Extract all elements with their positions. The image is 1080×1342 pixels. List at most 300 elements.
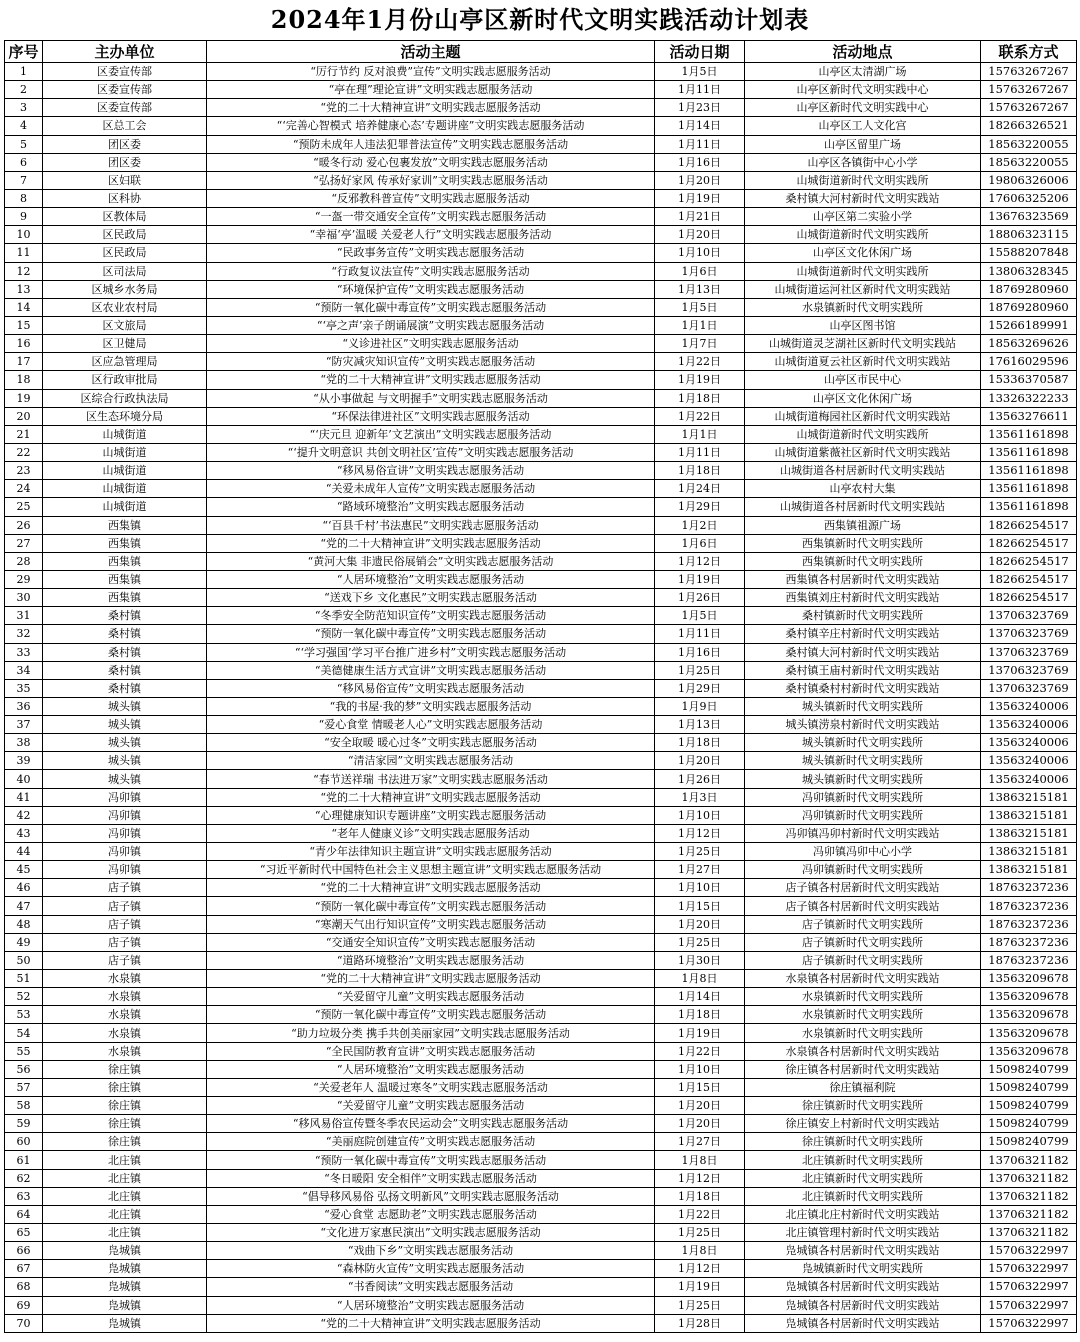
cell-contact: 13561161898 xyxy=(981,480,1077,498)
cell-theme: “关爱未成年人宣传”文明实践志愿服务活动 xyxy=(207,480,655,498)
cell-date: 1月19日 xyxy=(655,1024,745,1042)
table-row xyxy=(5,897,1077,915)
cell-theme: “道路环境整治”文明实践志愿服务活动 xyxy=(207,951,655,969)
table-row xyxy=(5,371,1077,389)
cell-organizer: 区文旅局 xyxy=(43,316,207,334)
cell-organizer: 桑村镇 xyxy=(43,607,207,625)
cell-contact: 17606325206 xyxy=(981,189,1077,207)
table-row xyxy=(5,425,1077,443)
cell-organizer: 凫城镇 xyxy=(43,1296,207,1314)
table-row xyxy=(5,298,1077,316)
cell-contact: 18763237236 xyxy=(981,933,1077,951)
cell-organizer: 区民政局 xyxy=(43,244,207,262)
cell-theme: “预防一氧化碳中毒宣传”文明实践志愿服务活动 xyxy=(207,1006,655,1024)
cell-seq: 27 xyxy=(5,534,43,552)
cell-contact: 15763267267 xyxy=(981,81,1077,99)
cell-date: 1月20日 xyxy=(655,752,745,770)
cell-theme: “文化进万家惠民演出”文明实践志愿服务活动 xyxy=(207,1224,655,1242)
cell-theme: “党的二十大精神宣讲”文明实践志愿服务活动 xyxy=(207,788,655,806)
cell-organizer: 团区委 xyxy=(43,153,207,171)
cell-seq: 63 xyxy=(5,1187,43,1205)
cell-theme: “我的书屋·我的梦”文明实践志愿服务活动 xyxy=(207,697,655,715)
cell-seq: 69 xyxy=(5,1296,43,1314)
table-row xyxy=(5,99,1077,117)
cell-contact: 18266254517 xyxy=(981,552,1077,570)
cell-seq: 33 xyxy=(5,643,43,661)
cell-theme: “书香阅读”文明实践志愿服务活动 xyxy=(207,1278,655,1296)
cell-organizer: 区城乡水务局 xyxy=(43,280,207,298)
table-row xyxy=(5,443,1077,461)
cell-organizer: 区司法局 xyxy=(43,262,207,280)
cell-date: 1月19日 xyxy=(655,570,745,588)
table-row xyxy=(5,534,1077,552)
table-row xyxy=(5,1151,1077,1169)
table-row xyxy=(5,135,1077,153)
cell-organizer: 西集镇 xyxy=(43,589,207,607)
cell-location: 桑村镇新时代文明实践所 xyxy=(745,607,981,625)
cell-location: 城头镇新时代文明实践所 xyxy=(745,770,981,788)
table-row xyxy=(5,1205,1077,1223)
cell-seq: 65 xyxy=(5,1224,43,1242)
cell-location: 冯卯镇新时代文明实践所 xyxy=(745,861,981,879)
cell-contact: 15098240799 xyxy=(981,1060,1077,1078)
cell-organizer: 区总工会 xyxy=(43,117,207,135)
cell-contact: 13863215181 xyxy=(981,788,1077,806)
cell-organizer: 山城街道 xyxy=(43,425,207,443)
header-location: 活动地点 xyxy=(745,41,981,63)
cell-seq: 18 xyxy=(5,371,43,389)
cell-contact: 13706323769 xyxy=(981,607,1077,625)
cell-date: 1月6日 xyxy=(655,534,745,552)
cell-contact: 13706323769 xyxy=(981,643,1077,661)
cell-organizer: 凫城镇 xyxy=(43,1260,207,1278)
cell-theme: “冬日暖阳 安全相伴”文明实践志愿服务活动 xyxy=(207,1169,655,1187)
table-row xyxy=(5,1006,1077,1024)
cell-theme: “党的二十大精神宣讲”文明实践志愿服务活动 xyxy=(207,534,655,552)
table-row xyxy=(5,1169,1077,1187)
table-row xyxy=(5,951,1077,969)
table-row xyxy=(5,1296,1077,1314)
cell-date: 1月18日 xyxy=(655,734,745,752)
table-row xyxy=(5,171,1077,189)
cell-location: 徐庄镇各村居新时代文明实践站 xyxy=(745,1060,981,1078)
table-row xyxy=(5,933,1077,951)
cell-theme: “预防一氧化碳中毒宣传”文明实践志愿服务活动 xyxy=(207,625,655,643)
cell-location: 徐庄镇新时代文明实践所 xyxy=(745,1133,981,1151)
cell-seq: 22 xyxy=(5,443,43,461)
cell-contact: 18563269626 xyxy=(981,335,1077,353)
header-seq: 序号 xyxy=(5,41,43,63)
cell-location: 冯卯镇冯卯中心小学 xyxy=(745,843,981,861)
cell-seq: 68 xyxy=(5,1278,43,1296)
cell-location: 山城街道各村居新时代文明实践站 xyxy=(745,498,981,516)
cell-organizer: 桑村镇 xyxy=(43,661,207,679)
cell-contact: 13563209678 xyxy=(981,970,1077,988)
header-organizer: 主办单位 xyxy=(43,41,207,63)
page-title: 2024年1月份山亭区新时代文明实践活动计划表 xyxy=(270,5,810,34)
cell-theme: “习近平新时代中国特色社会主义思想主题宣讲”文明实践志愿服务活动 xyxy=(207,861,655,879)
cell-date: 1月22日 xyxy=(655,1205,745,1223)
cell-theme: “义诊进社区”文明实践志愿服务活动 xyxy=(207,335,655,353)
cell-organizer: 区委宣传部 xyxy=(43,63,207,81)
cell-theme: “清洁家园”文明实践志愿服务活动 xyxy=(207,752,655,770)
cell-date: 1月25日 xyxy=(655,1224,745,1242)
table-row xyxy=(5,153,1077,171)
cell-organizer: 冯卯镇 xyxy=(43,788,207,806)
cell-theme: “人居环境整治”文明实践志愿服务活动 xyxy=(207,1060,655,1078)
table-row xyxy=(5,1115,1077,1133)
cell-date: 1月14日 xyxy=(655,117,745,135)
cell-seq: 44 xyxy=(5,843,43,861)
cell-organizer: 北庄镇 xyxy=(43,1224,207,1242)
cell-contact: 13563240006 xyxy=(981,770,1077,788)
cell-seq: 42 xyxy=(5,806,43,824)
cell-date: 1月6日 xyxy=(655,262,745,280)
cell-contact: 15098240799 xyxy=(981,1078,1077,1096)
cell-organizer: 凫城镇 xyxy=(43,1278,207,1296)
cell-date: 1月16日 xyxy=(655,153,745,171)
cell-theme: “幸福‘亭’温暖 关爱老人行”文明实践志愿服务活动 xyxy=(207,226,655,244)
cell-theme: “戏曲下乡”文明实践志愿服务活动 xyxy=(207,1242,655,1260)
table-row xyxy=(5,752,1077,770)
cell-date: 1月20日 xyxy=(655,1115,745,1133)
cell-location: 店子镇新时代文明实践所 xyxy=(745,915,981,933)
cell-seq: 30 xyxy=(5,589,43,607)
cell-contact: 13563209678 xyxy=(981,988,1077,1006)
cell-location: 城头镇新时代文明实践所 xyxy=(745,697,981,715)
cell-date: 1月11日 xyxy=(655,443,745,461)
cell-seq: 16 xyxy=(5,335,43,353)
cell-date: 1月20日 xyxy=(655,226,745,244)
cell-theme: “预防一氧化碳中毒宣传”文明实践志愿服务活动 xyxy=(207,897,655,915)
cell-contact: 13706321182 xyxy=(981,1151,1077,1169)
table-row xyxy=(5,407,1077,425)
cell-seq: 5 xyxy=(5,135,43,153)
cell-seq: 21 xyxy=(5,425,43,443)
cell-seq: 19 xyxy=(5,389,43,407)
table-row xyxy=(5,226,1077,244)
cell-organizer: 店子镇 xyxy=(43,951,207,969)
cell-seq: 15 xyxy=(5,316,43,334)
cell-organizer: 水泉镇 xyxy=(43,1042,207,1060)
cell-seq: 37 xyxy=(5,716,43,734)
cell-seq: 11 xyxy=(5,244,43,262)
cell-contact: 13806328345 xyxy=(981,262,1077,280)
cell-date: 1月9日 xyxy=(655,697,745,715)
cell-theme: “全民国防教育宣讲”文明实践志愿服务活动 xyxy=(207,1042,655,1060)
cell-location: 山亭区第二实验小学 xyxy=(745,208,981,226)
cell-seq: 53 xyxy=(5,1006,43,1024)
cell-date: 1月22日 xyxy=(655,407,745,425)
cell-seq: 70 xyxy=(5,1314,43,1332)
cell-organizer: 桑村镇 xyxy=(43,679,207,697)
cell-location: 山亭农村大集 xyxy=(745,480,981,498)
cell-theme: “移风易俗宣讲”文明实践志愿服务活动 xyxy=(207,462,655,480)
cell-location: 山城街道梅园社区新时代文明实践站 xyxy=(745,407,981,425)
cell-date: 1月20日 xyxy=(655,171,745,189)
cell-seq: 40 xyxy=(5,770,43,788)
cell-theme: “爱心食堂 情暖老人心”文明实践志愿服务活动 xyxy=(207,716,655,734)
cell-date: 1月13日 xyxy=(655,280,745,298)
cell-theme: “‘学习强国’学习平台推广进乡村”文明实践志愿服务活动 xyxy=(207,643,655,661)
table-row xyxy=(5,335,1077,353)
cell-date: 1月11日 xyxy=(655,81,745,99)
table-row xyxy=(5,262,1077,280)
table-row xyxy=(5,679,1077,697)
cell-organizer: 桑村镇 xyxy=(43,625,207,643)
cell-seq: 62 xyxy=(5,1169,43,1187)
cell-organizer: 城头镇 xyxy=(43,752,207,770)
table-row xyxy=(5,1242,1077,1260)
cell-location: 西集镇刘庄村新时代文明实践站 xyxy=(745,589,981,607)
cell-date: 1月3日 xyxy=(655,788,745,806)
cell-seq: 12 xyxy=(5,262,43,280)
cell-contact: 13563240006 xyxy=(981,716,1077,734)
cell-organizer: 徐庄镇 xyxy=(43,1078,207,1096)
table-row xyxy=(5,716,1077,734)
cell-organizer: 区卫健局 xyxy=(43,335,207,353)
cell-contact: 13563276611 xyxy=(981,407,1077,425)
cell-location: 北庄镇新时代文明实践所 xyxy=(745,1151,981,1169)
cell-seq: 14 xyxy=(5,298,43,316)
cell-theme: “亭在理”理论宣讲”文明实践志愿服务活动 xyxy=(207,81,655,99)
cell-location: 徐庄镇安上村新时代文明实践站 xyxy=(745,1115,981,1133)
cell-organizer: 桑村镇 xyxy=(43,643,207,661)
cell-contact: 13863215181 xyxy=(981,861,1077,879)
table-row xyxy=(5,1024,1077,1042)
cell-theme: “倡导移风易俗 弘扬文明新风”文明实践志愿服务活动 xyxy=(207,1187,655,1205)
table-row xyxy=(5,879,1077,897)
cell-date: 1月2日 xyxy=(655,516,745,534)
cell-contact: 15763267267 xyxy=(981,63,1077,81)
cell-contact: 13561161898 xyxy=(981,498,1077,516)
cell-contact: 13863215181 xyxy=(981,824,1077,842)
cell-date: 1月13日 xyxy=(655,716,745,734)
cell-seq: 55 xyxy=(5,1042,43,1060)
table-row xyxy=(5,462,1077,480)
cell-contact: 18763237236 xyxy=(981,951,1077,969)
cell-location: 山亭区新时代文明实践中心 xyxy=(745,99,981,117)
cell-location: 桑村镇王庙村新时代文明实践站 xyxy=(745,661,981,679)
cell-location: 店子镇各村居新时代文明实践站 xyxy=(745,897,981,915)
cell-theme: “关爱留守儿童”文明实践志愿服务活动 xyxy=(207,1097,655,1115)
cell-location: 冯卯镇新时代文明实践所 xyxy=(745,788,981,806)
cell-theme: “暖冬行动 爱心包裹发放”文明实践志愿服务活动 xyxy=(207,153,655,171)
cell-organizer: 店子镇 xyxy=(43,933,207,951)
cell-theme: “人居环境整治”文明实践志愿服务活动 xyxy=(207,570,655,588)
cell-organizer: 徐庄镇 xyxy=(43,1060,207,1078)
cell-theme: “寒潮天气出行知识宣传”文明实践志愿服务活动 xyxy=(207,915,655,933)
cell-location: 水泉镇新时代文明实践所 xyxy=(745,1024,981,1042)
table-row xyxy=(5,280,1077,298)
cell-theme: “环保法律进社区”文明实践志愿服务活动 xyxy=(207,407,655,425)
cell-seq: 41 xyxy=(5,788,43,806)
cell-theme: “从小事做起 与文明握手”文明实践志愿服务活动 xyxy=(207,389,655,407)
cell-seq: 7 xyxy=(5,171,43,189)
table-row xyxy=(5,770,1077,788)
header-theme: 活动主题 xyxy=(207,41,655,63)
cell-organizer: 西集镇 xyxy=(43,552,207,570)
cell-date: 1月10日 xyxy=(655,879,745,897)
cell-location: 山亭区文化休闲广场 xyxy=(745,244,981,262)
cell-organizer: 冯卯镇 xyxy=(43,843,207,861)
cell-contact: 15098240799 xyxy=(981,1097,1077,1115)
table-row xyxy=(5,806,1077,824)
cell-seq: 60 xyxy=(5,1133,43,1151)
cell-organizer: 团区委 xyxy=(43,135,207,153)
cell-organizer: 北庄镇 xyxy=(43,1187,207,1205)
cell-contact: 13706321182 xyxy=(981,1224,1077,1242)
cell-contact: 18266254517 xyxy=(981,589,1077,607)
cell-seq: 2 xyxy=(5,81,43,99)
cell-seq: 59 xyxy=(5,1115,43,1133)
cell-contact: 13563240006 xyxy=(981,697,1077,715)
cell-contact: 18266254517 xyxy=(981,534,1077,552)
cell-seq: 3 xyxy=(5,99,43,117)
cell-organizer: 冯卯镇 xyxy=(43,824,207,842)
cell-organizer: 冯卯镇 xyxy=(43,861,207,879)
cell-date: 1月29日 xyxy=(655,679,745,697)
cell-location: 北庄镇新时代文明实践所 xyxy=(745,1169,981,1187)
cell-location: 徐庄镇新时代文明实践所 xyxy=(745,1097,981,1115)
cell-contact: 13563209678 xyxy=(981,1006,1077,1024)
cell-theme: “‘百县千村’书法惠民”文明实践志愿服务活动 xyxy=(207,516,655,534)
cell-theme: “一盔一带交通安全宣传”文明实践志愿服务活动 xyxy=(207,208,655,226)
cell-contact: 18769280960 xyxy=(981,280,1077,298)
cell-location: 山亭区市民中心 xyxy=(745,371,981,389)
cell-seq: 58 xyxy=(5,1097,43,1115)
cell-location: 桑村镇大河村新时代文明实践站 xyxy=(745,189,981,207)
cell-location: 桑村镇辛庄村新时代文明实践站 xyxy=(745,625,981,643)
table-row xyxy=(5,697,1077,715)
cell-seq: 20 xyxy=(5,407,43,425)
cell-contact: 18266254517 xyxy=(981,570,1077,588)
cell-organizer: 区农业农村局 xyxy=(43,298,207,316)
cell-organizer: 冯卯镇 xyxy=(43,806,207,824)
cell-seq: 61 xyxy=(5,1151,43,1169)
cell-organizer: 店子镇 xyxy=(43,897,207,915)
cell-location: 水泉镇新时代文明实践所 xyxy=(745,1006,981,1024)
cell-date: 1月18日 xyxy=(655,462,745,480)
cell-seq: 28 xyxy=(5,552,43,570)
cell-organizer: 区行政审批局 xyxy=(43,371,207,389)
cell-contact: 18563220055 xyxy=(981,135,1077,153)
cell-organizer: 区科协 xyxy=(43,189,207,207)
table-row xyxy=(5,788,1077,806)
cell-seq: 49 xyxy=(5,933,43,951)
cell-theme: “移风易俗宣传暨冬季农民运动会”文明实践志愿服务活动 xyxy=(207,1115,655,1133)
table-row xyxy=(5,843,1077,861)
table-row xyxy=(5,1224,1077,1242)
cell-organizer: 城头镇 xyxy=(43,734,207,752)
cell-contact: 15706322997 xyxy=(981,1260,1077,1278)
table-row xyxy=(5,552,1077,570)
table-row xyxy=(5,824,1077,842)
cell-contact: 15336370587 xyxy=(981,371,1077,389)
table-row xyxy=(5,389,1077,407)
cell-theme: “人居环境整治”文明实践志愿服务活动 xyxy=(207,1296,655,1314)
table-row xyxy=(5,1187,1077,1205)
cell-contact: 17616029596 xyxy=(981,353,1077,371)
cell-location: 山城街道新时代文明实践所 xyxy=(745,171,981,189)
cell-organizer: 北庄镇 xyxy=(43,1205,207,1223)
cell-theme: “助力垃圾分类 携手共创美丽家园”文明实践志愿服务活动 xyxy=(207,1024,655,1042)
cell-contact: 13676323569 xyxy=(981,208,1077,226)
cell-organizer: 凫城镇 xyxy=(43,1314,207,1332)
cell-date: 1月12日 xyxy=(655,824,745,842)
table-row xyxy=(5,353,1077,371)
cell-organizer: 区委宣传部 xyxy=(43,81,207,99)
cell-location: 西集镇新时代文明实践所 xyxy=(745,534,981,552)
cell-location: 山城街道各村居新时代文明实践站 xyxy=(745,462,981,480)
table-row xyxy=(5,861,1077,879)
cell-location: 店子镇各村居新时代文明实践站 xyxy=(745,879,981,897)
cell-theme: “冬季安全防范知识宣传”文明实践志愿服务活动 xyxy=(207,607,655,625)
cell-location: 西集镇新时代文明实践所 xyxy=(745,552,981,570)
cell-seq: 48 xyxy=(5,915,43,933)
table-row xyxy=(5,589,1077,607)
cell-date: 1月19日 xyxy=(655,371,745,389)
cell-date: 1月20日 xyxy=(655,1097,745,1115)
cell-organizer: 区生态环境分局 xyxy=(43,407,207,425)
cell-contact: 18763237236 xyxy=(981,879,1077,897)
cell-location: 凫城镇各村居新时代文明实践站 xyxy=(745,1278,981,1296)
table-row xyxy=(5,516,1077,534)
cell-location: 山亭区新时代文明实践中心 xyxy=(745,81,981,99)
cell-organizer: 城头镇 xyxy=(43,770,207,788)
cell-seq: 47 xyxy=(5,897,43,915)
cell-contact: 13561161898 xyxy=(981,462,1077,480)
cell-date: 1月23日 xyxy=(655,99,745,117)
cell-location: 城头镇新时代文明实践所 xyxy=(745,734,981,752)
cell-seq: 54 xyxy=(5,1024,43,1042)
cell-organizer: 徐庄镇 xyxy=(43,1133,207,1151)
cell-date: 1月11日 xyxy=(655,135,745,153)
table-row xyxy=(5,1133,1077,1151)
cell-contact: 15588207848 xyxy=(981,244,1077,262)
cell-theme: “‘亭之声’亲子朗诵展演”文明实践志愿服务活动 xyxy=(207,316,655,334)
cell-seq: 6 xyxy=(5,153,43,171)
cell-location: 水泉镇新时代文明实践所 xyxy=(745,988,981,1006)
cell-seq: 52 xyxy=(5,988,43,1006)
cell-location: 水泉镇各村居新时代文明实践站 xyxy=(745,1042,981,1060)
cell-seq: 36 xyxy=(5,697,43,715)
cell-theme: “民政事务宣传”文明实践志愿服务活动 xyxy=(207,244,655,262)
cell-theme: “预防未成年人违法犯罪普法宣传”文明实践志愿服务活动 xyxy=(207,135,655,153)
cell-organizer: 山城街道 xyxy=(43,480,207,498)
cell-seq: 8 xyxy=(5,189,43,207)
cell-seq: 26 xyxy=(5,516,43,534)
cell-location: 水泉镇各村居新时代文明实践站 xyxy=(745,970,981,988)
cell-date: 1月28日 xyxy=(655,1314,745,1332)
cell-theme: “防灾减灾知识宣传”文明实践志愿服务活动 xyxy=(207,353,655,371)
cell-theme: “安全取暖 暖心过冬”文明实践志愿服务活动 xyxy=(207,734,655,752)
cell-seq: 38 xyxy=(5,734,43,752)
cell-location: 山城街道灵芝湖社区新时代文明实践站 xyxy=(745,335,981,353)
cell-date: 1月21日 xyxy=(655,208,745,226)
cell-theme: “森林防火宣传”文明实践志愿服务活动 xyxy=(207,1260,655,1278)
table-row xyxy=(5,480,1077,498)
table-row xyxy=(5,1060,1077,1078)
cell-location: 桑村镇大河村新时代文明实践站 xyxy=(745,643,981,661)
cell-theme: “心理健康知识专题讲座”文明实践志愿服务活动 xyxy=(207,806,655,824)
cell-date: 1月11日 xyxy=(655,625,745,643)
cell-seq: 64 xyxy=(5,1205,43,1223)
cell-seq: 25 xyxy=(5,498,43,516)
cell-location: 城头镇涝泉村新时代文明实践站 xyxy=(745,716,981,734)
cell-contact: 15706322997 xyxy=(981,1242,1077,1260)
cell-contact: 15098240799 xyxy=(981,1115,1077,1133)
